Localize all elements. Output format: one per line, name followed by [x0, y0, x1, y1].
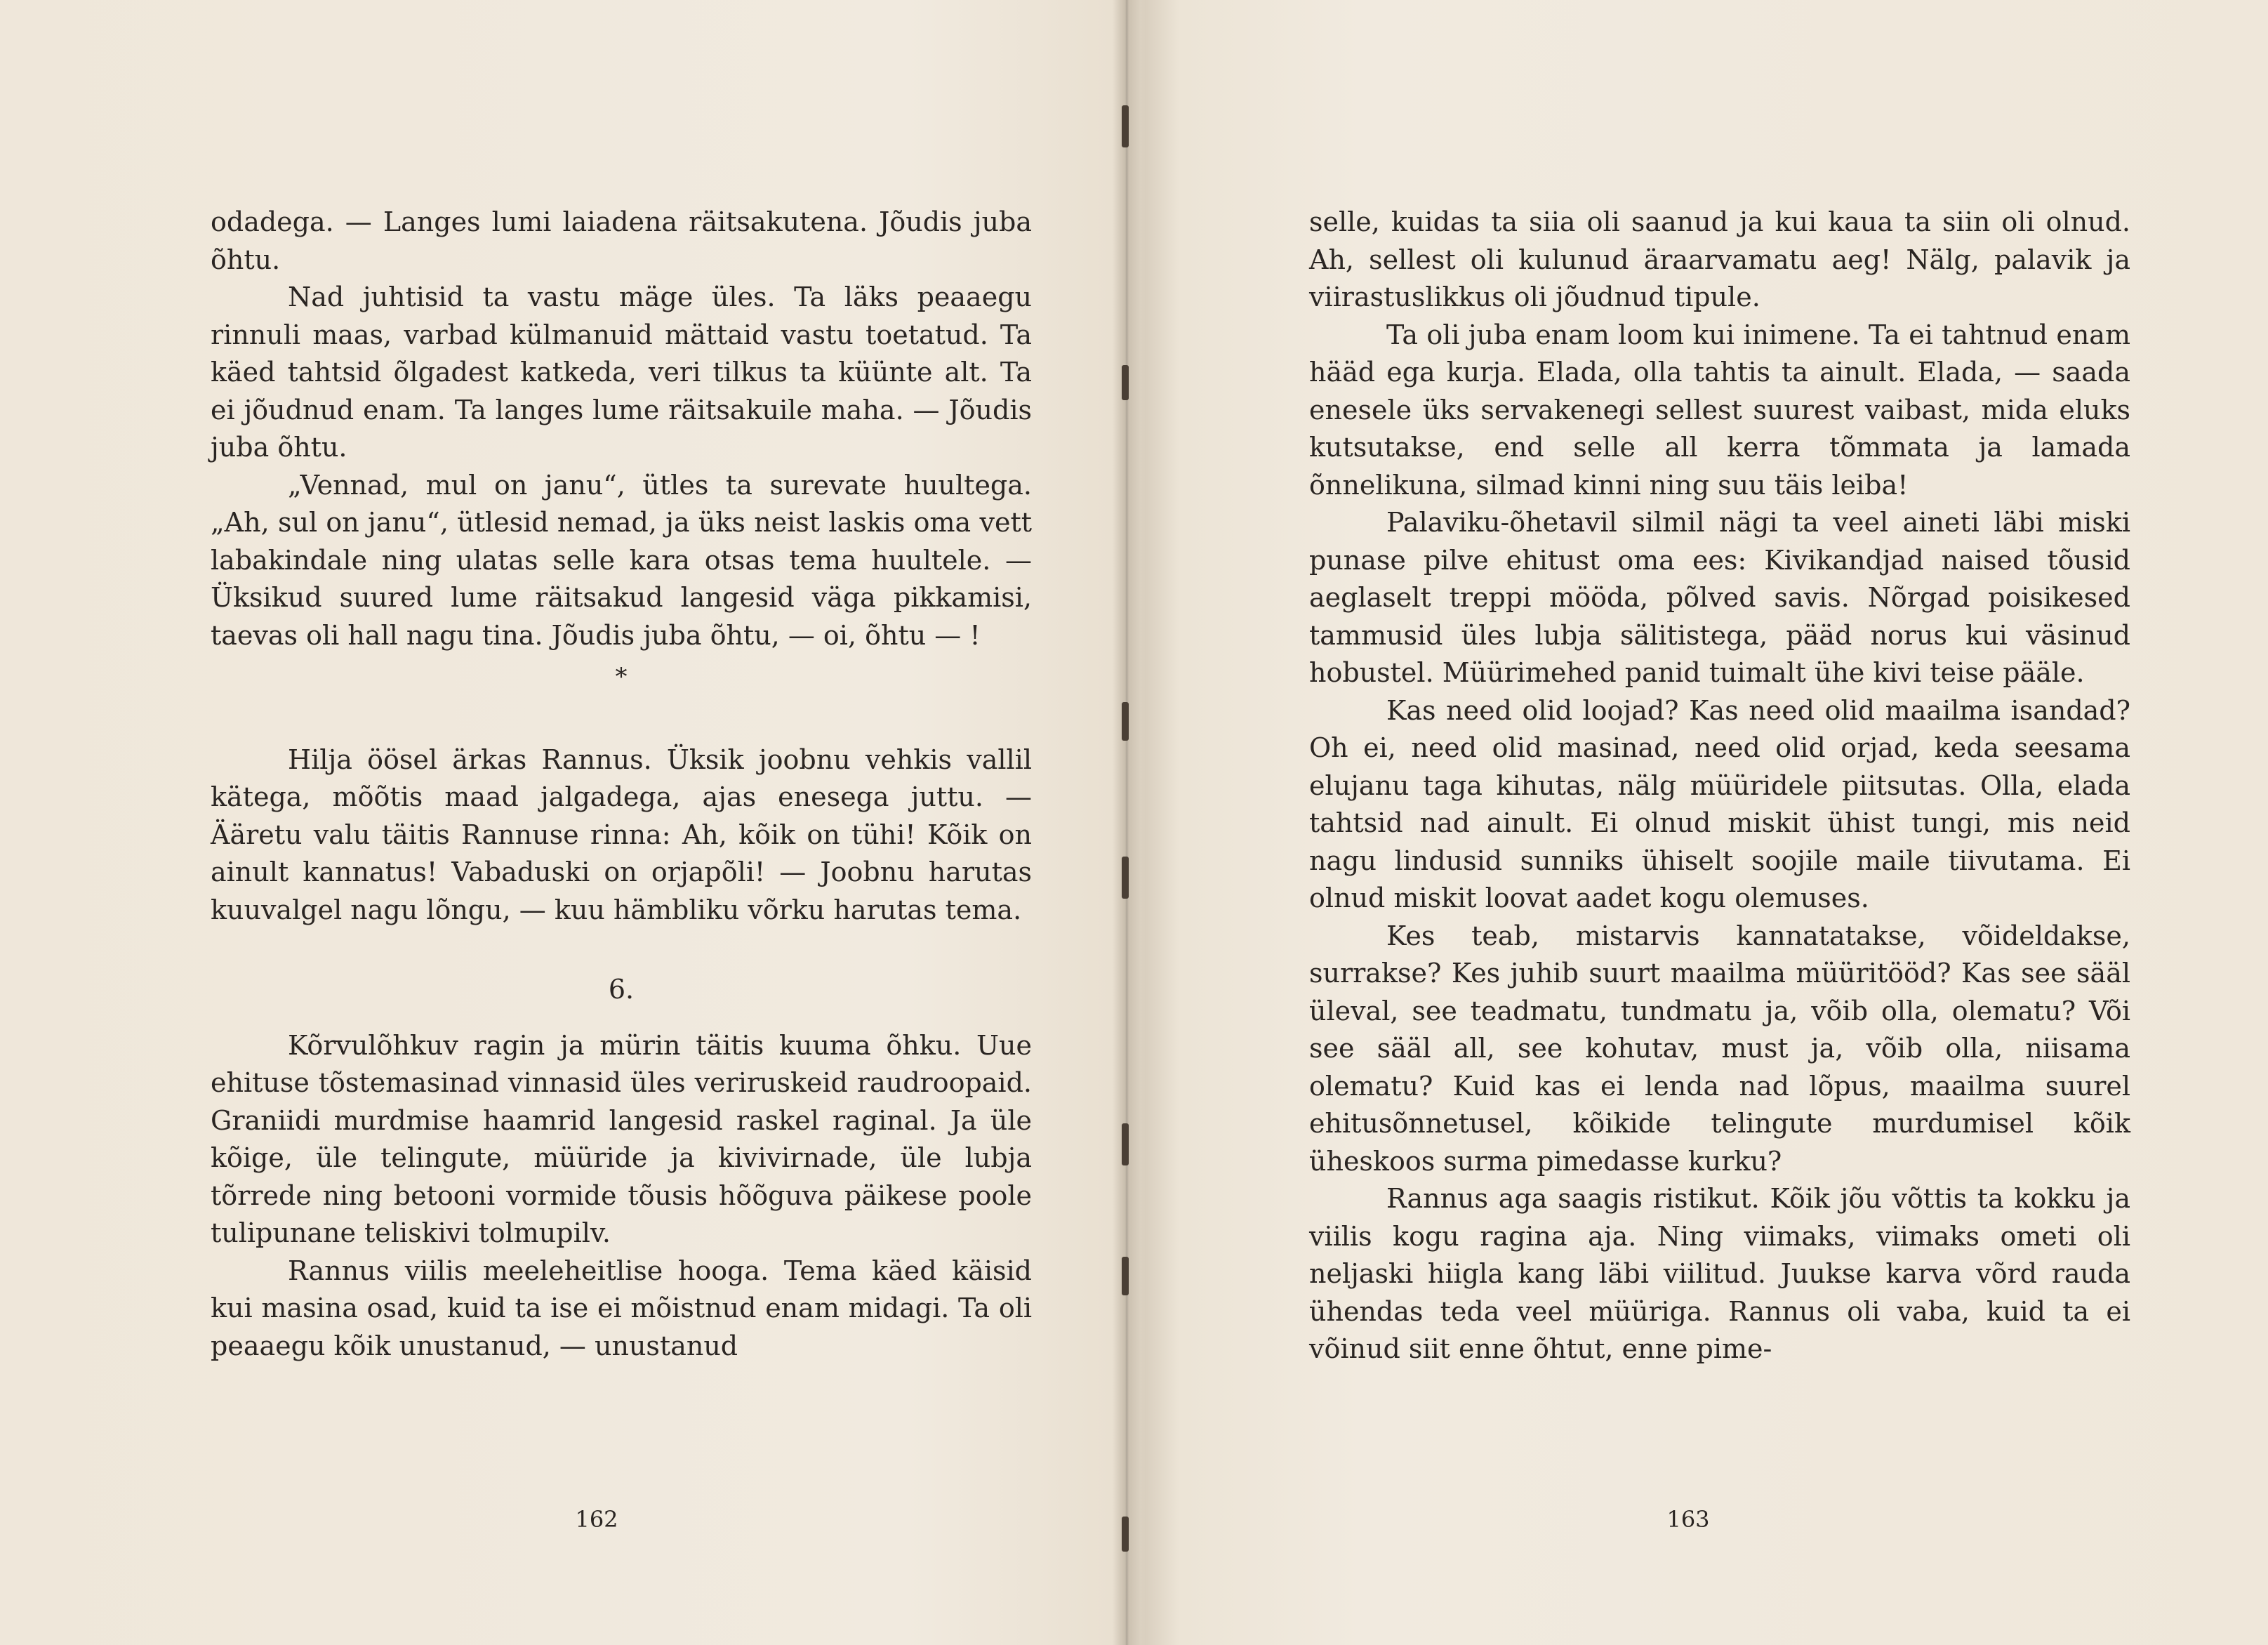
binding-thread: [1122, 702, 1129, 741]
binding-thread: [1122, 1517, 1129, 1552]
binding-thread: [1122, 365, 1129, 400]
paragraph: Rannus viilis meeleheitlise hooga. Tema käed käisid kui masina osad, kuid ta ise ei mõistnud enam midagi. Ta oli peaaegu kõik unustanud, — unustanud: [211, 1255, 1032, 1361]
paragraph: Hilja öösel ärkas Rannus. Üksik joobnu vehkis vallil kätega, mõõtis maad jalgadega, ajas enesega juttu. — Ääretu valu täitis Rannuse rinna: Ah, kõik on tühi! Kõik on ainult kannatus! Vabaduski on orjapõli! — Joobnu harutas kuuvalgel nagu lõngu, — kuu hämbliku võrku harutas tema.: [211, 744, 1032, 925]
paragraph: Nad juhtisid ta vastu mäge üles. Ta läks peaaegu rinnuli maas, varbad külmanuid mättaid vastu toetatud. Ta käed tahtsid õlgadest katkeda, veri tilkus ta küünte alt. Ta ei jõudnud enam. Ta langes lume räitsakuile maha. — Jõudis juba õhtu.: [211, 282, 1032, 463]
binding-thread: [1122, 1257, 1129, 1295]
page-number-left: 162: [575, 1506, 618, 1533]
left-page: [211, 204, 1032, 1365]
paragraph: Palaviku-õhetavil silmil nägi ta veel aineti läbi miski punase pilve ehitust oma ees: Kivikandjad naised tõusid aeglaselt treppi mööda, põlved savis. Nõrgad poisikesed tammusid üles lubja sälitistega, pääd norus kui väsinud hobustel. Müürimehed panid tuimalt ühe kivi teise pääle.: [1309, 507, 2130, 688]
section-separator: *: [615, 663, 628, 691]
paragraph: selle, kuidas ta siia oli saanud ja kui kaua ta siin oli olnud. Ah, sellest oli kulunud äraarvamatu aeg! Nälg, palavik ja viirastuslikkus oli jõudnud tipule.: [1309, 206, 2130, 312]
paragraph: Rannus aga saagis ristikut. Kõik jõu võttis ta kokku ja viilis kogu ragina aja. Ning viimaks, viimaks ometi oli neljaski hiigla kang läbi viilitud. Juukse karva võrd rauda ühendas teda veel müüriga. Rannus oli vaba, kuid ta ei võinud siit enne õhtut, enne pime-: [1309, 1183, 2130, 1364]
binding-thread: [1122, 105, 1129, 147]
paragraph: Kas need olid loojad? Kas need olid maailma isandad? Oh ei, need olid masinad, need olid orjad, keda seesama elujanu taga kihutas, nälg müüridele piitsutas. Olla, elada tahtsid nad ainult. Ei olnud miskit ühist tungi, mis neid nagu lindusid sunniks ühiselt soojile maile tiivutama. Ei olnud miskit loovat aadet kogu olemuses.: [1309, 694, 2130, 913]
paragraph: Kõrvulõhkuv ragin ja mürin täitis kuuma õhku. Uue ehituse tõstemasinad vinnasid üles veriruskeid raudroopaid. Graniidi murdmise haamrid langesid raskel raginal. Ja üle kõige, üle telingute, müüride ja kivivirnade, üle lubja tõrrede ning betooni vormide tõusis hõõguva päikese poole tulipunane teliskivi tolmupilv.: [211, 1029, 1032, 1248]
page-number-right: 163: [1666, 1506, 1710, 1533]
right-page: [1309, 204, 2130, 1368]
paragraph: odadega. — Langes lumi laiadena räitsakutena. Jõudis juba õhtu.: [211, 206, 1032, 275]
book-gutter: [1113, 0, 1141, 1645]
chapter-number: 6.: [608, 974, 635, 1005]
binding-thread: [1122, 1123, 1129, 1165]
paragraph: „Vennad, mul on janu“, ütles ta surevate huultega. „Ah, sul on janu“, ütlesid nemad, ja üks neist laskis oma vett labakindale ning ulatas selle kara otsas tema huultele. — Üksikud suured lume räitsakud langesid väga pikkamisi, taevas oli hall nagu tina. Jõudis juba õhtu, — oi, õhtu — !: [211, 469, 1032, 651]
paragraph: Kes teab, mistarvis kannatatakse, võideldakse, surrakse? Kes juhib suurt maailma müüritööd? Kas see sääl üleval, see teadmatu, tundmatu ja, võib olla, olematu? Või see sääl all, see kohutav, must ja, võib olla, niisama olematu? Kuid kas ei lenda nad lõpus, maailma suurel ehitusõnnetusel, kõikide telingute murdumisel kõik üheskoos surma pimedasse kurku?: [1309, 920, 2130, 1177]
paragraph: Ta oli juba enam loom kui inimene. Ta ei tahtnud enam hääd ega kurja. Elada, olla tahtis ta ainult. Elada, — saada enesele üks servakenegi sellest suurest vaibast, mida eluks kutsutakse, end selle all kerra tõmmata ja lamada õnnelikuna, silmad kinni ning suu täis leiba!: [1309, 319, 2130, 501]
binding-thread: [1122, 857, 1129, 899]
